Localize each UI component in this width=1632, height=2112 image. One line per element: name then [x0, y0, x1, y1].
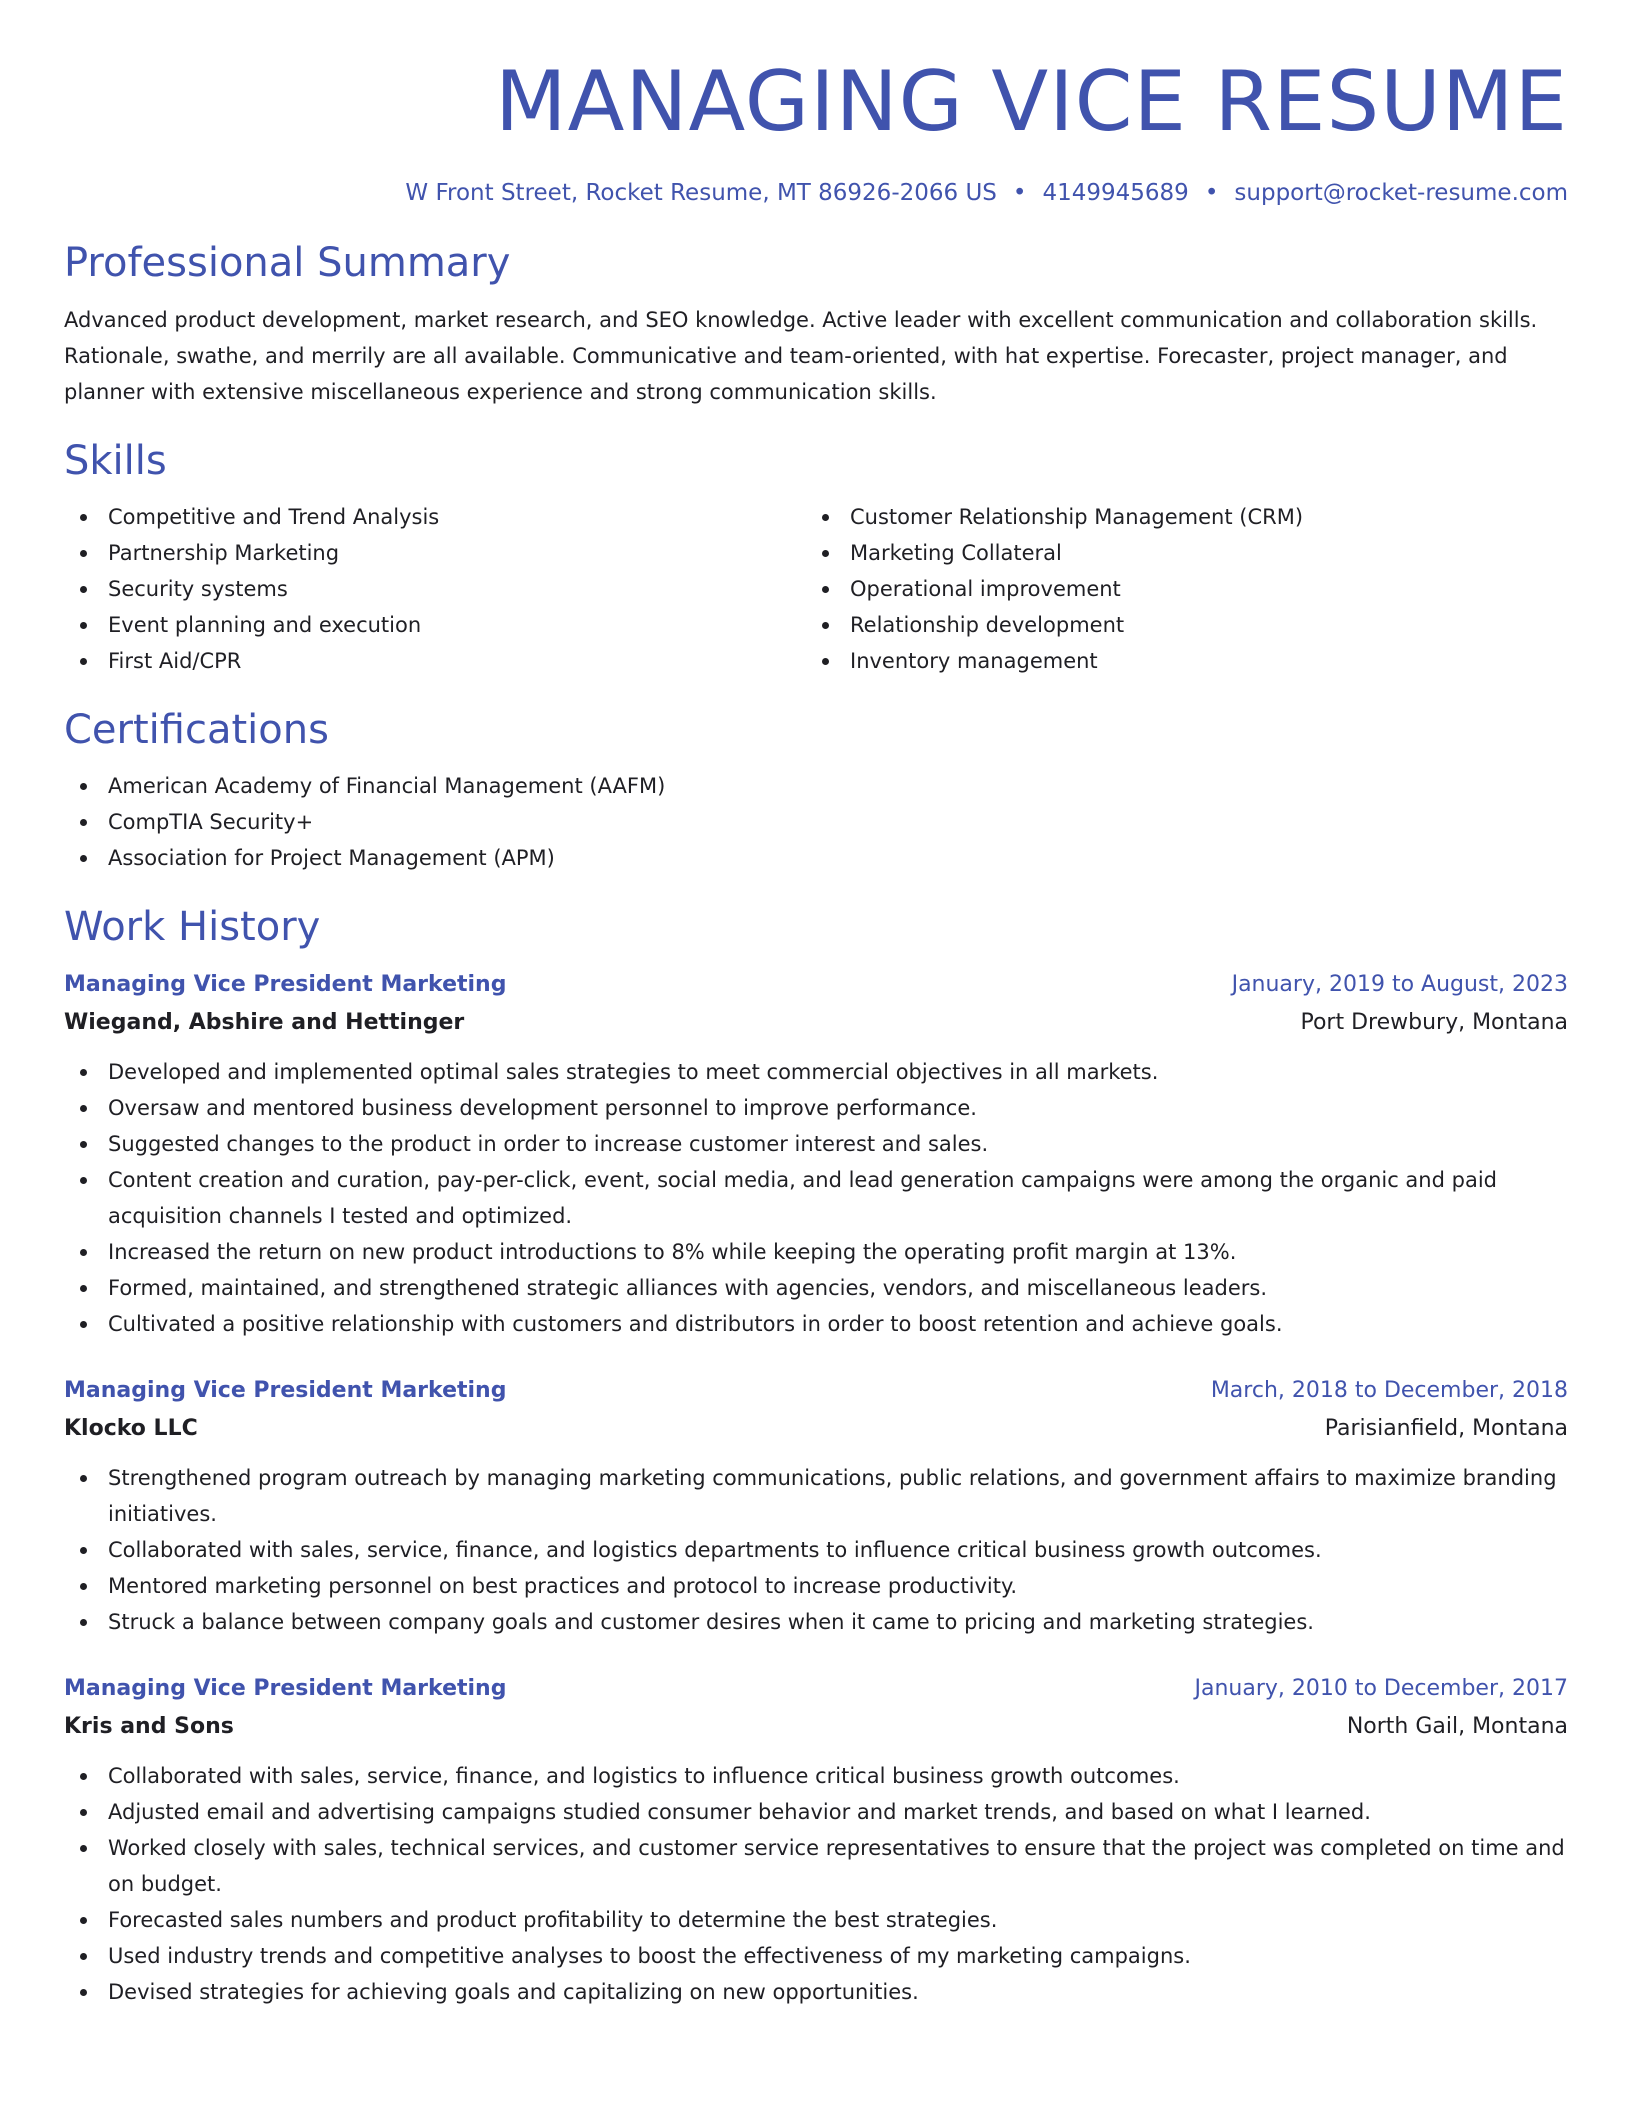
job-bullet: Worked closely with sales, technical services, and customer service representatives to ensure that the project was completed on time and on budget. — [64, 1830, 1568, 1902]
certification-item: American Academy of Financial Management (AAFM) — [64, 768, 1568, 804]
skill-item: Relationship development — [806, 607, 1548, 643]
job-bullet: Collaborated with sales, service, finance, and logistics departments to influence critical business growth outcomes. — [64, 1532, 1568, 1568]
job-company: Klocko LLC — [64, 1416, 198, 1441]
contact-email: support@rocket-resume.com — [1234, 180, 1568, 206]
skills-columns — [64, 499, 1568, 679]
job-location: North Gail, Montana — [1346, 1714, 1568, 1739]
job-dates: January, 2019 to August, 2023 — [1231, 972, 1568, 997]
skill-item: First Aid/CPR — [64, 643, 806, 679]
job-title: Managing Vice President Marketing — [64, 1378, 507, 1403]
certification-item: Association for Project Management (APM) — [64, 840, 1568, 876]
job-bullets — [64, 1758, 1568, 2010]
contact-separator: • — [1012, 180, 1027, 206]
job-bullets — [64, 1054, 1568, 1342]
work-history-section — [64, 902, 1568, 2010]
job-bullet: Mentored marketing personnel on best practices and protocol to increase productivity. — [64, 1568, 1568, 1604]
job-header-row — [64, 968, 1568, 1002]
skill-item: Inventory management — [806, 643, 1548, 679]
contact-line — [64, 178, 1568, 208]
job-entry — [64, 968, 1568, 1342]
job-title: Managing Vice President Marketing — [64, 1676, 507, 1701]
skill-item: Security systems — [64, 571, 806, 607]
job-bullet: Forecasted sales numbers and product profitability to determine the best strategies. — [64, 1902, 1568, 1938]
skill-item: Partnership Marketing — [64, 535, 806, 571]
section-title-certifications: Certifications — [64, 707, 329, 753]
job-bullet: Used industry trends and competitive analyses to boost the effectiveness of my marketing campaigns. — [64, 1938, 1568, 1974]
contact-separator: • — [1204, 180, 1219, 206]
job-bullet: Oversaw and mentored business development personnel to improve performance. — [64, 1090, 1568, 1126]
skill-item: Marketing Collateral — [806, 535, 1548, 571]
job-bullet: Struck a balance between company goals and customer desires when it came to pricing and marketing strategies. — [64, 1604, 1568, 1640]
job-bullet: Strengthened program outreach by managing marketing communications, public relations, and government affairs to maximize branding initiatives. — [64, 1460, 1568, 1532]
job-bullet: Suggested changes to the product in order to increase customer interest and sales. — [64, 1126, 1568, 1162]
skill-item: Customer Relationship Management (CRM) — [806, 499, 1548, 535]
job-company: Kris and Sons — [64, 1714, 234, 1739]
job-header-row — [64, 1374, 1568, 1408]
contact-phone: 4149945689 — [1042, 180, 1189, 206]
skills-section — [64, 436, 1568, 679]
skill-item: Competitive and Trend Analysis — [64, 499, 806, 535]
summary-section — [64, 238, 1568, 410]
job-entry — [64, 1374, 1568, 1640]
summary-text: Advanced product development, market research, and SEO knowledge. Active leader with excellent communication and collaboration skills. Rationale, swathe, and merrily are all available. Communicative and team-oriented, with hat expertise. Forecaster, project manager, and planner with extensive miscellaneous experience and strong communication skills. — [64, 308, 1538, 404]
resume-name: MANAGING VICE RESUME — [494, 53, 1568, 150]
job-title: Managing Vice President Marketing — [64, 972, 507, 997]
resume-page — [64, 0, 1568, 2010]
job-bullet: Adjusted email and advertising campaigns studied consumer behavior and market trends, and based on what I learned. — [64, 1794, 1568, 1830]
job-location: Port Drewbury, Montana — [1300, 1010, 1568, 1035]
job-location: Parisianfield, Montana — [1324, 1416, 1568, 1441]
job-bullets — [64, 1460, 1568, 1640]
resume-header — [64, 52, 1568, 208]
job-entry — [64, 1672, 1568, 2010]
job-bullet: Collaborated with sales, service, finance, and logistics to influence critical business growth outcomes. — [64, 1758, 1568, 1794]
section-title-summary: Professional Summary — [64, 240, 511, 286]
job-bullet: Formed, maintained, and strengthened strategic alliances with agencies, vendors, and miscellaneous leaders. — [64, 1270, 1568, 1306]
contact-address: W Front Street, Rocket Resume, MT 86926-2066 US — [405, 180, 997, 206]
skills-list-right — [806, 499, 1548, 679]
job-company: Wiegand, Abshire and Hettinger — [64, 1010, 465, 1035]
job-header-row — [64, 1672, 1568, 1706]
skill-item: Event planning and execution — [64, 607, 806, 643]
job-company-row — [64, 1006, 1568, 1040]
skill-item: Operational improvement — [806, 571, 1548, 607]
job-dates: March, 2018 to December, 2018 — [1210, 1378, 1568, 1403]
certification-item: CompTIA Security+ — [64, 804, 1568, 840]
job-company-row — [64, 1710, 1568, 1744]
section-title-work-history: Work History — [64, 904, 321, 950]
certifications-section — [64, 705, 1568, 876]
skills-list-left — [64, 499, 806, 679]
job-bullet: Content creation and curation, pay-per-click, event, social media, and lead generation campaigns were among the organic and paid acquisition channels I tested and optimized. — [64, 1162, 1568, 1234]
job-dates: January, 2010 to December, 2017 — [1194, 1676, 1568, 1701]
job-company-row — [64, 1412, 1568, 1446]
job-bullet: Devised strategies for achieving goals and capitalizing on new opportunities. — [64, 1974, 1568, 2010]
job-bullet: Developed and implemented optimal sales strategies to meet commercial objectives in all markets. — [64, 1054, 1568, 1090]
job-bullet: Increased the return on new product introductions to 8% while keeping the operating profit margin at 13%. — [64, 1234, 1568, 1270]
job-bullet: Cultivated a positive relationship with customers and distributors in order to boost retention and achieve goals. — [64, 1306, 1568, 1342]
section-title-skills: Skills — [64, 438, 167, 484]
certifications-list — [64, 768, 1568, 876]
